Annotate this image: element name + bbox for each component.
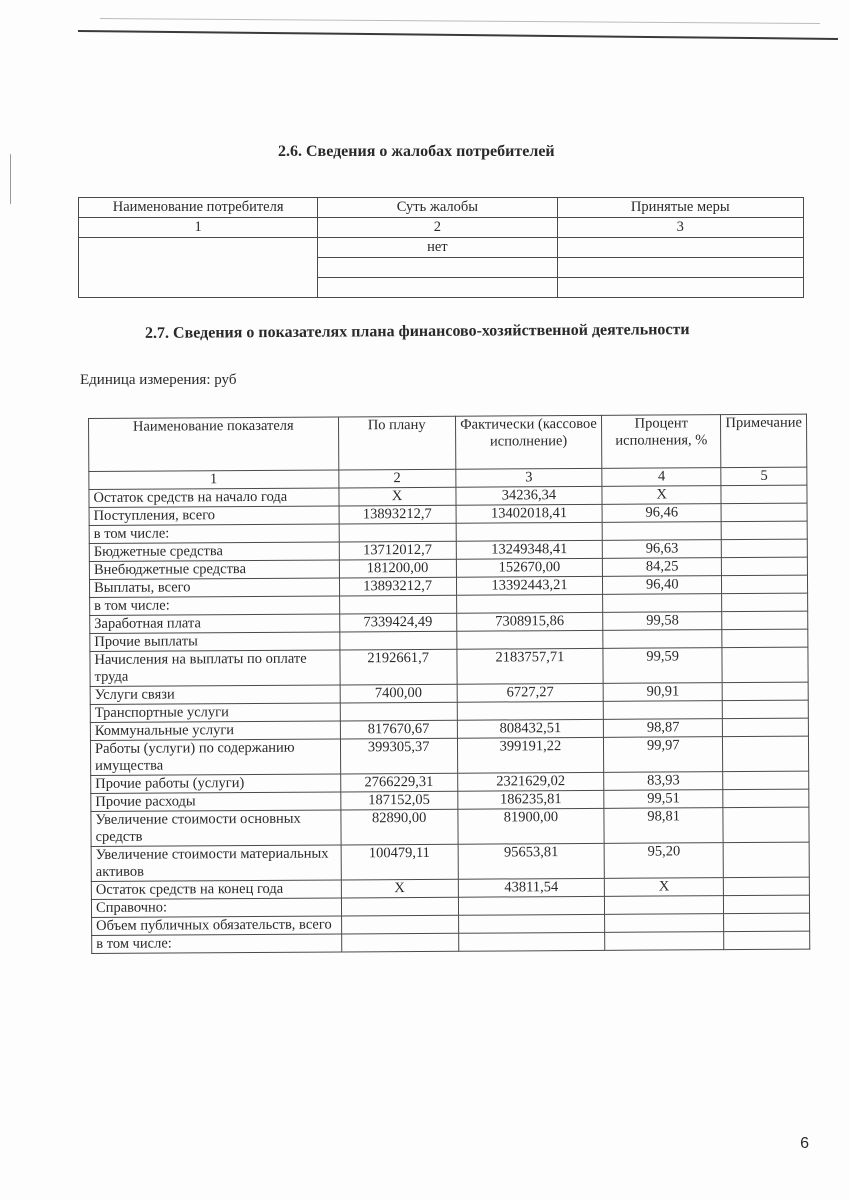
complaints-table	[78, 197, 804, 298]
actual-cell: 152670,00	[456, 558, 602, 577]
note-cell	[722, 611, 808, 630]
complaint-cell	[318, 258, 557, 278]
actual-cell	[458, 932, 604, 951]
measures-cell	[557, 258, 804, 278]
plan-cell: 13893212,7	[339, 505, 456, 524]
percent-cell	[605, 896, 724, 915]
note-cell	[722, 682, 808, 701]
indicator-name-cell: Работы (услуги) по содержанию имущества	[90, 739, 340, 776]
actual-cell: 13249348,41	[456, 540, 602, 559]
actual-cell	[458, 896, 604, 915]
col-number: 4	[602, 468, 721, 487]
indicator-name-cell: Заработная плата	[90, 614, 340, 634]
indicator-name-cell: Объем публичных обязательств, всего	[92, 916, 342, 936]
percent-cell: 99,58	[603, 612, 722, 631]
actual-cell: 81900,00	[458, 808, 605, 844]
actual-cell: 2183757,71	[457, 648, 604, 684]
percent-cell: 99,97	[604, 737, 723, 773]
table-header-row	[79, 198, 804, 218]
percent-cell	[602, 522, 721, 541]
plan-cell: X	[338, 487, 455, 506]
note-cell	[722, 647, 808, 683]
percent-cell: 96,46	[602, 504, 721, 523]
percent-cell: 98,87	[603, 719, 722, 738]
indicator-name-cell: Выплаты, всего	[89, 578, 339, 598]
indicator-name-cell: Поступления, всего	[89, 506, 339, 526]
percent-cell	[605, 914, 724, 933]
plan-cell: 2192661,7	[339, 649, 456, 685]
header-indicator-name: Наименование показателя	[89, 417, 339, 472]
actual-cell: 43811,54	[458, 878, 604, 897]
complaint-cell: нет	[318, 238, 557, 258]
note-cell	[722, 557, 808, 576]
percent-cell	[605, 932, 724, 951]
financial-plan-table	[88, 414, 810, 954]
indicator-name-cell: Прочие расходы	[91, 792, 341, 812]
indicator-name-cell: Услуги связи	[90, 685, 340, 705]
indicator-name-cell: Прочие работы (услуги)	[91, 774, 341, 794]
plan-cell: 13712012,7	[339, 541, 456, 560]
actual-cell: 808432,51	[457, 719, 603, 738]
note-cell	[724, 877, 810, 896]
actual-cell	[456, 594, 602, 613]
table-row	[79, 238, 804, 258]
plan-cell	[339, 595, 456, 614]
indicator-name-cell: Коммунальные услуги	[90, 721, 340, 741]
percent-cell: 98,81	[604, 808, 723, 844]
note-cell	[723, 736, 809, 772]
percent-cell: 99,51	[604, 790, 723, 809]
note-cell	[721, 503, 807, 522]
actual-cell	[457, 630, 603, 649]
indicator-name-cell: Начисления на выплаты по оплате труда	[90, 650, 340, 687]
percent-cell	[603, 594, 722, 613]
actual-cell	[456, 522, 602, 541]
actual-cell: 13402018,41	[456, 504, 602, 523]
table-header-row	[89, 414, 807, 471]
plan-cell: 7400,00	[340, 684, 457, 703]
page-number: 6	[800, 1135, 809, 1152]
plan-cell: 399305,37	[340, 738, 457, 774]
plan-cell	[340, 702, 457, 721]
plan-cell	[341, 897, 458, 916]
plan-cell	[341, 915, 458, 934]
percent-cell: 95,20	[604, 843, 723, 879]
actual-cell	[457, 701, 603, 720]
col-number: 2	[338, 469, 455, 488]
percent-cell: 90,91	[603, 683, 722, 702]
percent-cell: 96,40	[603, 576, 722, 595]
measures-cell	[557, 238, 804, 258]
table-row	[90, 647, 808, 686]
plan-cell: 7339424,49	[339, 613, 456, 632]
percent-cell: 99,59	[603, 648, 722, 684]
indicator-name-cell: в том числе:	[90, 596, 340, 616]
header-plan: По плану	[338, 416, 456, 470]
note-cell	[722, 539, 808, 558]
note-cell	[723, 718, 809, 737]
note-cell	[722, 521, 808, 540]
percent-cell: X	[602, 486, 721, 505]
note-cell	[723, 842, 809, 878]
actual-cell: 95653,81	[458, 843, 605, 879]
column-numbers-row	[79, 218, 804, 238]
percent-cell	[603, 630, 722, 649]
note-cell	[723, 789, 809, 808]
percent-cell: X	[604, 878, 723, 897]
percent-cell: 83,93	[604, 772, 723, 791]
indicator-name-cell: в том числе:	[89, 524, 339, 544]
note-cell	[722, 593, 808, 612]
plan-cell: 100479,11	[341, 844, 458, 880]
actual-cell: 186235,81	[458, 790, 604, 809]
percent-cell	[603, 701, 722, 720]
col-number: 3	[456, 468, 602, 487]
indicator-name-cell: Увеличение стоимости материальных активов	[91, 845, 341, 882]
note-cell	[724, 895, 810, 914]
plan-cell: 82890,00	[340, 809, 457, 845]
col-number: 2	[318, 218, 557, 238]
note-cell	[724, 931, 810, 950]
indicator-name-cell: Остаток средств на конец года	[91, 880, 341, 900]
complaint-cell	[318, 278, 557, 298]
percent-cell: 96,63	[602, 540, 721, 559]
header-actual: Фактически (кассовое исполнение)	[455, 415, 602, 469]
header-percent: Процент исполнения, %	[602, 415, 722, 469]
scan-corner-mark	[0, 153, 11, 216]
plan-cell	[339, 631, 456, 650]
scan-edge-line	[100, 18, 820, 24]
indicator-name-cell: в том числе:	[92, 934, 342, 954]
indicator-name-cell: Справочно:	[91, 898, 341, 918]
section-27-title: 2.7. Сведения о показателях плана финансово-хозяйственной деятельности	[144, 321, 690, 342]
actual-cell: 6727,27	[457, 683, 603, 702]
scan-edge-line	[78, 30, 838, 40]
indicator-name-cell: Бюджетные средства	[89, 542, 339, 562]
table-row	[92, 931, 810, 953]
plan-cell: 2766229,31	[340, 773, 457, 792]
actual-cell: 399191,22	[457, 737, 604, 773]
indicator-name-cell: Увеличение стоимости основных средств	[91, 810, 341, 847]
note-cell	[722, 575, 808, 594]
plan-cell: X	[341, 879, 458, 898]
table-row	[91, 807, 809, 846]
actual-cell: 13392443,21	[456, 576, 602, 595]
actual-cell: 2321629,02	[457, 772, 603, 791]
indicator-name-cell: Транспортные услуги	[90, 703, 340, 723]
plan-cell	[339, 523, 456, 542]
header-consumer-name: Наименование потребителя	[79, 198, 318, 218]
header-measures-taken: Принятые меры	[557, 198, 804, 218]
note-cell	[723, 807, 809, 843]
actual-cell: 7308915,86	[456, 612, 602, 631]
table-row	[90, 736, 808, 775]
actual-cell: 34236,34	[456, 486, 602, 505]
actual-cell	[458, 914, 604, 933]
unit-label: Единица измерения: руб	[80, 372, 237, 388]
header-complaint-essence: Суть жалобы	[318, 198, 557, 218]
measures-cell	[557, 278, 804, 298]
plan-cell	[341, 933, 458, 952]
note-cell	[721, 485, 807, 504]
plan-cell: 187152,05	[340, 791, 457, 810]
consumer-cell	[79, 238, 318, 298]
indicator-name-cell: Внебюджетные средства	[89, 560, 339, 580]
percent-cell: 84,25	[602, 558, 721, 577]
plan-cell: 13893212,7	[339, 577, 456, 596]
section-26-title: 2.6. Сведения о жалобах потребителей	[278, 143, 555, 160]
col-number: 3	[557, 218, 804, 238]
note-cell	[723, 700, 809, 719]
col-number: 1	[79, 218, 318, 238]
header-note: Примечание	[721, 414, 807, 468]
note-cell	[722, 629, 808, 648]
note-cell	[723, 771, 809, 790]
col-number: 1	[89, 470, 339, 490]
indicator-name-cell: Остаток средств на начало года	[89, 488, 339, 508]
indicator-name-cell: Прочие выплаты	[90, 632, 340, 652]
note-cell	[724, 913, 810, 932]
plan-cell: 181200,00	[339, 559, 456, 578]
col-number: 5	[721, 467, 807, 486]
table-row	[91, 842, 809, 881]
plan-cell: 817670,67	[340, 720, 457, 739]
